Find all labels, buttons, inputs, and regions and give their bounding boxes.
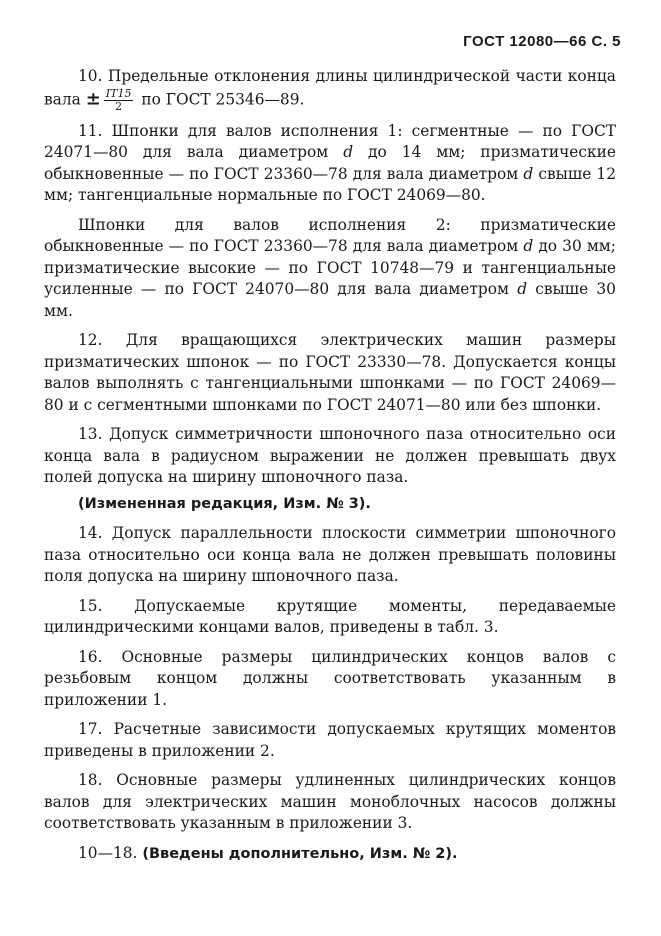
diameter-symbol: d [523,237,534,255]
diameter-symbol: d [523,164,534,183]
clause-14: 14. Допуск параллельности плоскости симметрии шпоночного паза относительно оси конца вала не должен превышать половины поля допуска на ширину шпоночного паза. [44,524,616,585]
document-header: ГОСТ 12080—66 С. 5 [463,33,621,50]
clause-11b-part-c: свыше 30 мм. [44,280,616,320]
plus-minus-sign: ± [85,88,101,109]
clause-11-part-b: до 14 мм; призматические обыкновенные — по ГОСТ 23360—78 для вала диаметром [44,143,616,183]
clause-11-version-2 [44,215,616,323]
clauses-10-18-note [44,843,616,866]
fraction-numerator: IT15 [105,86,132,100]
clause-11 [44,121,616,207]
amendment-note-text: (Измененная редакция, Изм. № 3). [78,495,371,512]
clause-13: 13. Допуск симметричности шпоночного паза относительно оси конца вала в радиусном выражении не должен превышать двух полей допуска на ширину шпоночного паза. [44,425,616,486]
document-body [44,66,616,873]
clause-11-part-c: свыше 12 мм; тангенциальные нормальные по ГОСТ 24069—80. [44,164,616,204]
clause-range: 10—18. [78,843,138,862]
clause-18: 18. Основные размеры удлиненных цилиндрических концов валов для электрических машин моноблочных насосов должны соответствовать указанным в приложении 3. [44,771,616,832]
clause-15: 15. Допускаемые крутящие моменты, передаваемые цилиндрическими концами валов, приведены в табл. 3. [44,596,616,636]
clause-11-part-a: 11. Шпонки для валов исполнения 1: сегментные — по ГОСТ 24071—80 для вала диаметром [44,121,616,161]
clause-12: 12. Для вращающихся электрических машин размеры призматических шпонок — по ГОСТ 23330—78. Допускается концы валов выполнять с тангенциальными шпонками — по ГОСТ 24069—80 и с сегментными шпонками по ГОСТ 24071—80 или без шпонки. [44,331,616,414]
clause-11b-part-b: до 30 мм; призматические высокие — по ГОСТ 10748—79 и тангенциальные усиленные — по ГОСТ 24070—80 для вала диаметром [44,237,616,298]
clause-10-tail: по ГОСТ 25346—89. [141,90,305,108]
fraction-denominator: 2 [115,99,123,113]
clause-11b-part-a: Шпонки для валов исполнения 2: призматические обыкновенные — по ГОСТ 23360—78 для вала диаметром [44,215,616,255]
clause-10 [44,66,616,113]
diameter-symbol: d [343,143,354,161]
clause-16: 16. Основные размеры цилиндрических концов валов с резьбовым концом должны соответствовать указанным в приложении 1. [44,647,616,709]
clause-10-text: 10. Предельные отклонения длины цилиндрической части конца вала [44,67,616,108]
tolerance-fraction [104,88,134,113]
addition-note-text: (Введены дополнительно, Изм. № 2). [142,845,458,862]
diameter-symbol: d [517,280,528,298]
clause-17: 17. Расчетные зависимости допускаемых крутящих моментов приведены в приложении 2. [44,720,616,760]
clause-13-amendment-note [44,493,616,516]
